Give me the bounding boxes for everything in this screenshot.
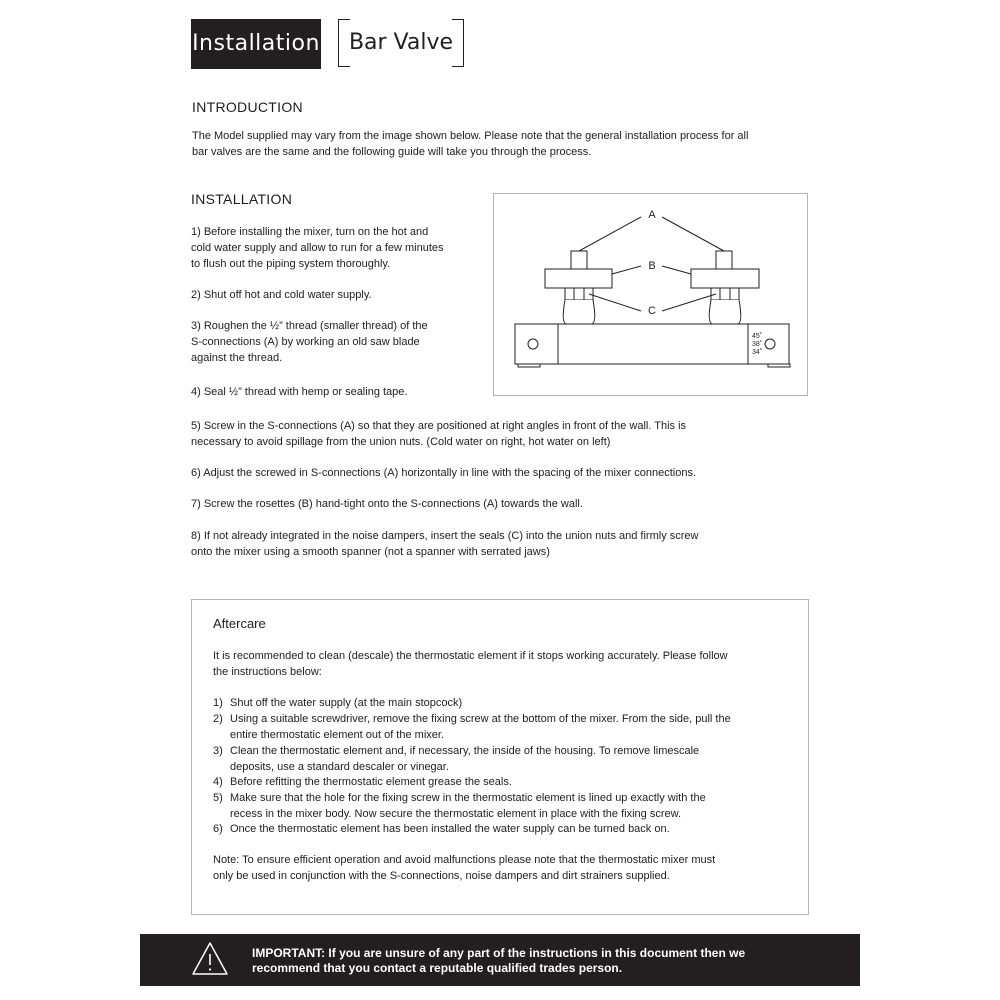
note-line: only be used in conjunction with the S-connections, noise dampers and dirt strainers supplied. xyxy=(213,870,670,882)
label-c: C xyxy=(648,305,656,317)
aftercare-title: Aftercare xyxy=(213,616,266,631)
leader-a-left xyxy=(579,217,641,251)
item-line: Once the thermostatic element has been installed the water supply can be turned back on. xyxy=(230,823,670,835)
scale-45: 45˚ xyxy=(752,333,763,340)
item-text xyxy=(230,695,786,711)
item-line: Clean the thermostatic element and, if necessary, the inside of the housing. To remove limescale xyxy=(230,745,700,757)
introduction-line: bar valves are the same and the following guide will take you through the process. xyxy=(192,146,592,158)
installation-title-tab: Installation xyxy=(191,19,321,69)
bar-valve-diagram xyxy=(493,193,808,396)
mixer-body xyxy=(558,324,748,364)
item-number: 5) xyxy=(213,792,223,804)
leader-b-left xyxy=(612,266,641,274)
item-text xyxy=(230,821,786,837)
important-line: IMPORTANT: If you are unsure of any part of the instructions in this document then we xyxy=(252,946,746,960)
left-damper xyxy=(563,300,595,324)
step-line: onto the mixer using a smooth spanner (not a spanner with serrated jaws) xyxy=(191,546,550,558)
right-damper xyxy=(709,300,741,324)
leader-b-right xyxy=(662,266,691,274)
right-bracket xyxy=(452,19,464,67)
step-line: 1) Before installing the mixer, turn on the hot and xyxy=(191,226,429,238)
leader-c-left xyxy=(589,294,641,311)
installation-step-2 xyxy=(191,287,486,303)
installation-step-6 xyxy=(191,465,811,481)
installation-step-4 xyxy=(191,384,486,400)
label-a: A xyxy=(648,209,656,221)
step-line: 8) If not already integrated in the noise dampers, insert the seals (C) into the union nuts and firmly screw xyxy=(191,530,699,542)
item-line: Before refitting the thermostatic element grease the seals. xyxy=(230,776,512,788)
aftercare-box xyxy=(191,599,809,915)
step-line: S-connections (A) by working an old saw blade xyxy=(191,336,420,348)
left-bracket xyxy=(338,19,350,67)
step-line: cold water supply and allow to run for a few minutes xyxy=(191,242,444,254)
introduction-heading: INTRODUCTION xyxy=(192,99,303,115)
step-line: 5) Screw in the S-connections (A) so that they are positioned at right angles in front of the wall. This is xyxy=(191,420,687,432)
warning-triangle-icon xyxy=(191,941,229,977)
scale-38: 38˚ xyxy=(752,341,763,348)
installation-step-7 xyxy=(191,496,811,512)
important-text xyxy=(252,946,832,976)
step-line: 7) Screw the rosettes (B) hand-tight onto the S-connections (A) towards the wall. xyxy=(191,498,583,510)
left-s-connection xyxy=(571,251,587,269)
item-text xyxy=(230,743,786,775)
item-number: 1) xyxy=(213,697,223,709)
item-line: deposits, use a standard descaler or vinegar. xyxy=(230,761,449,773)
installation-step-5 xyxy=(191,418,811,450)
item-number: 6) xyxy=(213,823,223,835)
left-union-nut xyxy=(565,288,593,300)
step-line: 6) Adjust the screwed in S-connections (A) horizontally in line with the spacing of the mixer connections. xyxy=(191,467,697,479)
left-foot xyxy=(518,364,540,367)
step-line: necessary to avoid spillage from the union nuts. (Cold water on right, hot water on left) xyxy=(191,436,611,448)
item-text xyxy=(230,790,786,822)
left-end-cap xyxy=(515,324,558,364)
right-rosette xyxy=(691,269,759,288)
important-banner xyxy=(140,934,860,986)
aftercare-note xyxy=(213,852,793,884)
installation-step-1 xyxy=(191,224,486,272)
scale-34: 34˚ xyxy=(752,349,763,356)
item-line: entire thermostatic element out of the mixer. xyxy=(230,729,444,741)
label-b: B xyxy=(648,260,656,272)
item-line: Make sure that the hole for the fixing screw in the thermostatic element is lined up exactly with the xyxy=(230,792,706,804)
aftercare-intro-line: It is recommended to clean (descale) the thermostatic element if it stops working accurately. Please follow xyxy=(213,650,728,662)
aftercare-list xyxy=(213,695,793,855)
left-rosette xyxy=(545,269,612,288)
introduction-text xyxy=(192,128,812,160)
aftercare-intro xyxy=(213,648,793,680)
item-line: recess in the mixer body. Now secure the thermostatic element in place with the fixing screw. xyxy=(230,808,681,820)
bar-valve-diagram-svg xyxy=(494,194,807,395)
item-number: 2) xyxy=(213,713,223,725)
bar-valve-title-text: Bar Valve xyxy=(348,30,454,55)
item-number: 3) xyxy=(213,745,223,757)
step-line: against the thread. xyxy=(191,352,283,364)
leader-a-right xyxy=(662,217,724,251)
item-line: Using a suitable screwdriver, remove the fixing screw at the bottom of the mixer. From the side, pull the xyxy=(230,713,731,725)
aftercare-intro-line: the instructions below: xyxy=(213,666,322,678)
item-number: 4) xyxy=(213,776,223,788)
note-line: Note: To ensure efficient operation and avoid malfunctions please note that the thermostatic mixer must xyxy=(213,854,716,866)
installation-step-8 xyxy=(191,528,811,560)
right-s-connection xyxy=(716,251,732,269)
step-line: to flush out the piping system thoroughly. xyxy=(191,258,391,270)
important-line: recommend that you contact a reputable qualified trades person. xyxy=(252,961,623,975)
step-line: 3) Roughen the ½” thread (smaller thread) of the xyxy=(191,320,428,332)
step-line: 4) Seal ½” thread with hemp or sealing tape. xyxy=(191,386,408,398)
leader-c-right xyxy=(662,294,716,311)
installation-step-3 xyxy=(191,318,486,366)
right-foot xyxy=(768,364,790,367)
item-text xyxy=(230,711,786,743)
bar-valve-title xyxy=(338,19,464,67)
item-line: Shut off the water supply (at the main stopcock) xyxy=(230,697,463,709)
step-line: 2) Shut off hot and cold water supply. xyxy=(191,289,372,301)
item-text xyxy=(230,774,786,790)
introduction-line: The Model supplied may vary from the image shown below. Please note that the general installation process for all xyxy=(192,130,749,142)
installation-heading: INSTALLATION xyxy=(191,191,293,207)
